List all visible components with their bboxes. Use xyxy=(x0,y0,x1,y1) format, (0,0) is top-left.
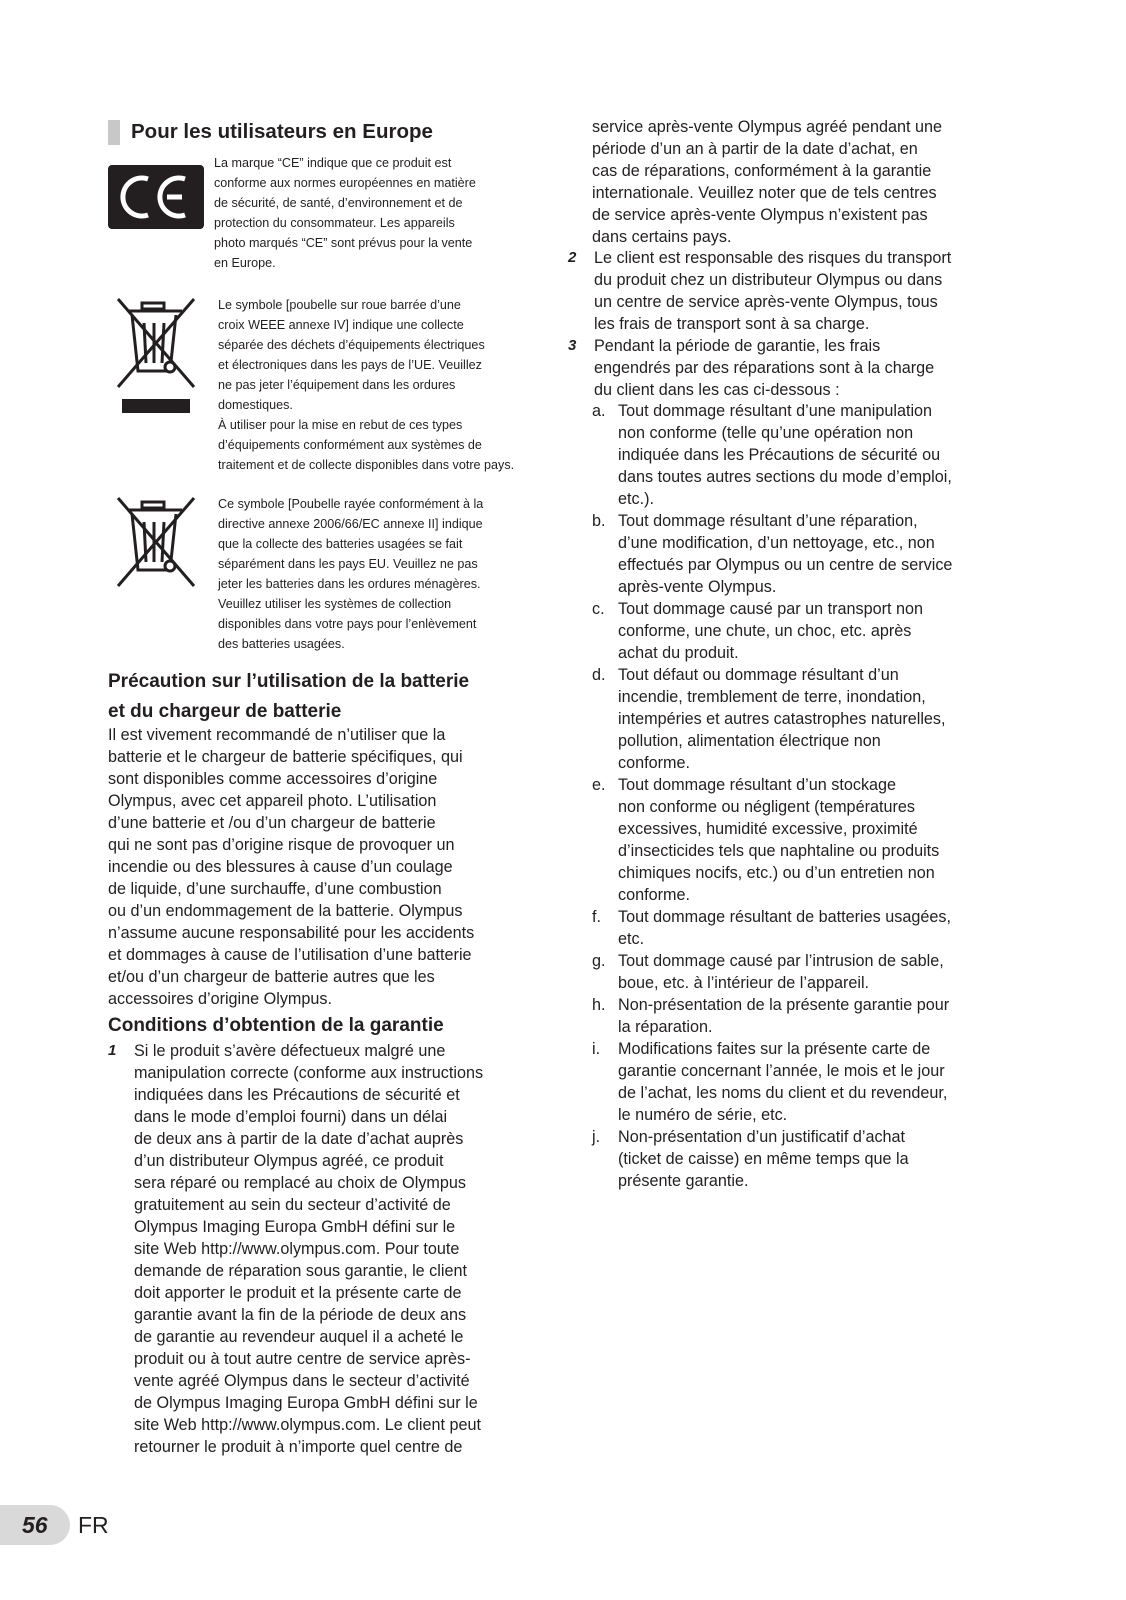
warranty-heading: Conditions d’obtention de la garantie xyxy=(108,1015,444,1036)
list-item xyxy=(568,906,1000,950)
list-item xyxy=(568,994,1000,1038)
item-letter: b. xyxy=(592,512,606,530)
item-text: Tout dommage résultant de batteries usagées, etc. xyxy=(618,908,951,948)
item-number: 2 xyxy=(568,249,577,266)
item-text: Le client est responsable des risques du transport du produit chez un distributeur Olympus ou dans un centre de service après-vente Olympus, tous les frais de transport sont à sa charge. xyxy=(594,249,952,333)
page-language: FR xyxy=(78,1512,109,1538)
list-item xyxy=(568,598,1000,664)
item-text: Tout dommage causé par l’intrusion de sable, boue, etc. à l’intérieur de l’appareil. xyxy=(618,952,944,992)
crossed-bin-icon xyxy=(112,295,202,415)
section-title-text: Pour les utilisateurs en Europe xyxy=(131,120,433,143)
weee-block xyxy=(108,295,540,475)
item-letter: f. xyxy=(592,908,601,926)
item-text: Tout défaut ou dommage résultant d’un incendie, tremblement de terre, inondation, intempéries et autres catastrophes naturelles, pollution, alimentation électrique non conforme. xyxy=(618,666,946,772)
item-text: Tout dommage résultant d’un stockage non conforme ou négligent (températures excessives, humidité excessive, proximité d’insecticides tels que naphtaline ou produits chimiques nocifs, etc.) ou d’un entretien non conforme. xyxy=(618,776,940,904)
crossed-battery-bin-icon xyxy=(112,494,202,590)
item-text: Tout dommage causé par un transport non conforme, une chute, un choc, etc. après achat du produit. xyxy=(618,600,924,662)
item-number: 1 xyxy=(108,1042,117,1059)
precaution-heading: Précaution sur l’utilisation de la batterie et du chargeur de batterie xyxy=(108,671,470,722)
list-item xyxy=(568,510,1000,598)
item-text: Non-présentation de la présente garantie pour la réparation. xyxy=(618,996,950,1036)
ce-block xyxy=(108,155,540,273)
item-letter: g. xyxy=(592,952,606,970)
battery-description: Ce symbole [Poubelle rayée conformément à la directive annexe 2006/66/EC annexe II] indique que la collecte des batteries usagées se fait séparément dans les pays EU. Veuillez ne pas jeter les batteries dans les ordures ménagères. Veuillez utiliser les systèmes de collection disponibles dans votre pays pour l’enlèvement des batteries usagées. xyxy=(218,497,484,651)
battery-block xyxy=(108,494,540,654)
list-item xyxy=(568,664,1000,774)
ce-mark-icon xyxy=(108,165,204,229)
weee-description: Le symbole [poubelle sur roue barrée d’une croix WEEE annexe IV] indique une collecte séparée des déchets d’équipements électriques et électroniques dans les pays de l’UE. Veuillez ne pas jeter l’équipement dans les ordures domestiques. À utiliser pour la mise en rebut de ces types d’équipements conformément aux systèmes de traitement et de collecte disponibles dans votre pays. xyxy=(218,298,515,472)
item-letter: c. xyxy=(592,600,605,618)
item-text: Si le produit s’avère défectueux malgré une manipulation correcte (conforme aux instructions indiquées dans les Précautions de sécurité et dans le mode d’emploi fourni) dans un délai de deux ans à partir de la date d’achat auprès d’un distributeur Olympus agréé, ce produit sera réparé ou remplacé au choix de Olympus gratuitement au sein du secteur d’activité de Olympus Imaging Europa GmbH défini sur le site Web http://www.olympus.com. Pour toute demande de réparation sous garantie, le client doit apporter le produit et la présente carte de garantie avant la fin de la période de deux ans de garantie au revendeur auquel il a acheté le produit ou à tout autre centre de service après- vente agréé Olympus dans le secteur d’activité de Olympus Imaging Europa GmbH défini sur le site Web http://www.olympus.com. Le client peut retourner le produit à n’importe quel centre de xyxy=(134,1042,484,1456)
ce-description: La marque “CE” indique que ce produit est conforme aux normes européennes en matière de sécurité, de santé, d’environnement et de protection du consommateur. Les appareils photo marqués “CE” sont prévus pour la vente en Europe. xyxy=(214,156,476,270)
list-item xyxy=(568,950,1000,994)
item-letter: j. xyxy=(592,1128,601,1146)
item-1-continuation: service après-vente Olympus agréé pendant une période d’un an à partir de la date d’achat, en cas de réparations, conformément à la garantie internationale. Veuillez noter que de tels centres de service après-vente Olympus n’existent pas dans certains pays. xyxy=(592,118,943,246)
title-bar-marker xyxy=(108,120,120,145)
item-text: Tout dommage résultant d’une réparation, d’une modification, d’un nettoyage, etc., non effectués par Olympus ou un centre de service après-vente Olympus. xyxy=(618,512,953,596)
list-item xyxy=(568,1126,1000,1192)
item-letter: d. xyxy=(592,666,606,684)
item-text: Tout dommage résultant d’une manipulation non conforme (telle qu’une opération non indiquée dans les Précautions de sécurité ou dans toutes autres sections du mode d’emploi, etc.). xyxy=(618,402,952,508)
item-letter: e. xyxy=(592,776,606,794)
item-text: Pendant la période de garantie, les frais engendrés par des réparations sont à la charge du client dans les cas ci-dessous : xyxy=(594,337,935,399)
item-number: 3 xyxy=(568,337,577,354)
item-text: Non-présentation d’un justificatif d’achat (ticket de caisse) en même temps que la présente garantie. xyxy=(618,1128,909,1190)
item-text: Modifications faites sur la présente carte de garantie concernant l’année, le mois et le jour de l’achat, les noms du client et du revendeur, le numéro de série, etc. xyxy=(618,1040,948,1124)
item-letter: a. xyxy=(592,402,606,420)
page-number: 56 xyxy=(22,1512,48,1538)
item-letter: i. xyxy=(592,1040,601,1058)
list-item xyxy=(568,400,1000,510)
item-letter: h. xyxy=(592,996,606,1014)
list-item xyxy=(568,774,1000,906)
section-title xyxy=(108,119,528,145)
precaution-paragraph: Il est vivement recommandé de n’utiliser que la batterie et le chargeur de batterie spécifiques, qui sont disponibles comme accessoires d’origine Olympus, avec cet appareil photo. L’utilisation d’une batterie et /ou d’un chargeur de batterie qui ne sont pas d’origine risque de provoquer un incendie ou des blessures à cause d’un coulage de liquide, d’une surchauffe, d’une combustion ou d’un endommagement de la batterie. Olympus n’assume aucune responsabilité pour les accidents et dommages à cause de l’utilisation d’une batterie et/ou d’un chargeur de batterie autres que les accessoires d’origine Olympus. xyxy=(108,726,475,1008)
list-item xyxy=(568,1038,1000,1126)
exclusion-list xyxy=(568,400,1000,1192)
